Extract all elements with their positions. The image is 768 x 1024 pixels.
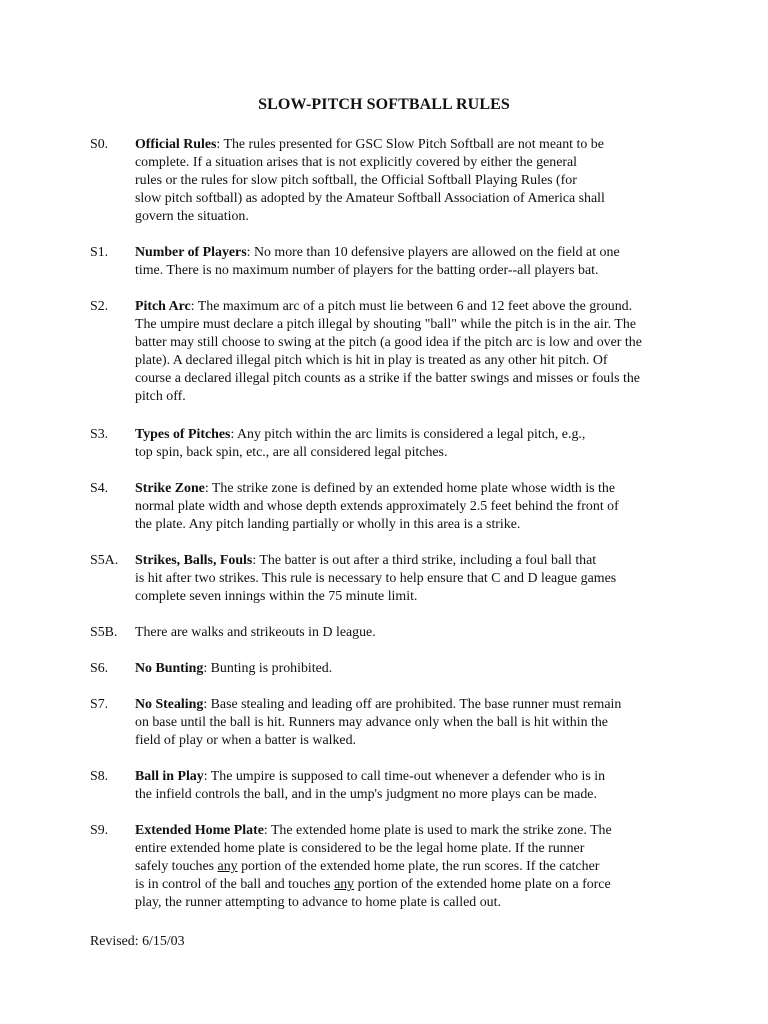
rule-text: : Base stealing and leading off are prohibited. The base runner must remain	[203, 697, 622, 712]
rule-text: : The batter is out after a third strike, including a foul ball that	[252, 553, 597, 568]
rule-text: the plate. Any pitch landing partially or wholly in this area is a strike.	[135, 517, 521, 533]
rule-text: time. There is no maximum number of players for the batting order--all players bat.	[135, 263, 599, 279]
rule-heading: Pitch Arc	[135, 299, 191, 314]
rule-text: the infield controls the ball, and in the ump's judgment no more plays can be made.	[135, 787, 597, 803]
rule-heading: Extended Home Plate	[135, 823, 264, 838]
rule-text: govern the situation.	[135, 209, 249, 225]
rule-text: batter may still choose to swing at the pitch (a good idea if the pitch arc is low and over the	[135, 335, 642, 351]
rule-text: normal plate width and whose depth extends approximately 2.5 feet behind the front of	[135, 499, 619, 515]
rule-text: safely touches	[135, 859, 218, 875]
rule-id: S9.	[90, 823, 109, 838]
rule-text: top spin, back spin, etc., are all considered legal pitches.	[135, 445, 448, 461]
rule-text: play, the runner attempting to advance to home plate is called out.	[135, 895, 501, 911]
rule-text: portion of the extended home plate on a force	[354, 877, 611, 893]
document-title: SLOW-PITCH SOFTBALL RULES	[258, 96, 510, 113]
rule-text: is hit after two strikes. This rule is necessary to help ensure that C and D league games	[135, 571, 617, 587]
rule-text: : The maximum arc of a pitch must lie between 6 and 12 feet above the ground.	[190, 299, 633, 314]
revised-date: Revised: 6/15/03	[90, 934, 185, 949]
rule-id: S6.	[90, 661, 109, 676]
rule-id: S7.	[90, 697, 109, 712]
rule-heading: Number of Players	[135, 245, 247, 260]
rule-heading: Types of Pitches	[135, 427, 231, 442]
rule-text: portion of the extended home plate, the run scores. If the catcher	[237, 859, 600, 875]
rule-heading: Official Rules	[135, 137, 217, 152]
rule-id: S1.	[90, 245, 109, 260]
rule-text: : No more than 10 defensive players are allowed on the field at one	[246, 245, 620, 260]
rule-text: There are walks and strikeouts in D league.	[135, 625, 376, 640]
rule-text: : The umpire is supposed to call time-out whenever a defender who is in	[203, 769, 606, 784]
rule-text: is in control of the ball and touches	[135, 877, 335, 893]
rule-id: S0.	[90, 137, 109, 152]
rule-id: S5B.	[90, 625, 118, 640]
rule-text: field of play or when a batter is walked.	[135, 733, 357, 749]
rule-heading: Strike Zone	[135, 481, 205, 496]
rule-text: : The strike zone is defined by an extended home plate whose width is the	[204, 481, 616, 496]
rule-text: on base until the ball is hit. Runners may advance only when the ball is hit within the	[135, 715, 608, 731]
rule-text: entire extended home plate is considered to be the legal home plate. If the runner	[135, 841, 585, 857]
rule-text: rules or the rules for slow pitch softball, the Official Softball Playing Rules (for	[135, 173, 577, 189]
rule-text: slow pitch softball) as adopted by the Amateur Softball Association of America shall	[135, 191, 605, 207]
rule-text: complete. If a situation arises that is not explicitly covered by either the general	[135, 155, 578, 171]
rule-text: complete seven innings within the 75 minute limit.	[135, 589, 418, 605]
rule-heading: No Stealing	[135, 697, 204, 712]
rule-text: pitch off.	[135, 389, 186, 405]
underlined-word: any	[217, 859, 238, 875]
rule-id: S4.	[90, 481, 109, 496]
rule-text: The umpire must declare a pitch illegal by shouting "ball" while the pitch is in the air. The	[135, 317, 636, 333]
rule-text: plate). A declared illegal pitch which is hit in play is treated as any other hit pitch. Of	[135, 353, 608, 369]
rule-id: S5A.	[90, 553, 119, 568]
rule-text: : Bunting is prohibited.	[203, 661, 333, 676]
rule-text: course a declared illegal pitch counts as a strike if the batter swings and misses or fouls the	[135, 371, 640, 387]
rule-heading: Strikes, Balls, Fouls	[135, 553, 253, 568]
rule-heading: Ball in Play	[135, 769, 204, 784]
rule-id: S2.	[90, 299, 109, 314]
rule-text: : The extended home plate is used to mark the strike zone. The	[263, 823, 612, 838]
rule-heading: No Bunting	[135, 661, 204, 676]
underlined-word: any	[334, 877, 355, 893]
rule-id: S3.	[90, 427, 109, 442]
rule-text: : Any pitch within the arc limits is considered a legal pitch, e.g.,	[230, 427, 586, 442]
rule-text: : The rules presented for GSC Slow Pitch Softball are not meant to be	[216, 137, 604, 152]
rule-id: S8.	[90, 769, 109, 784]
